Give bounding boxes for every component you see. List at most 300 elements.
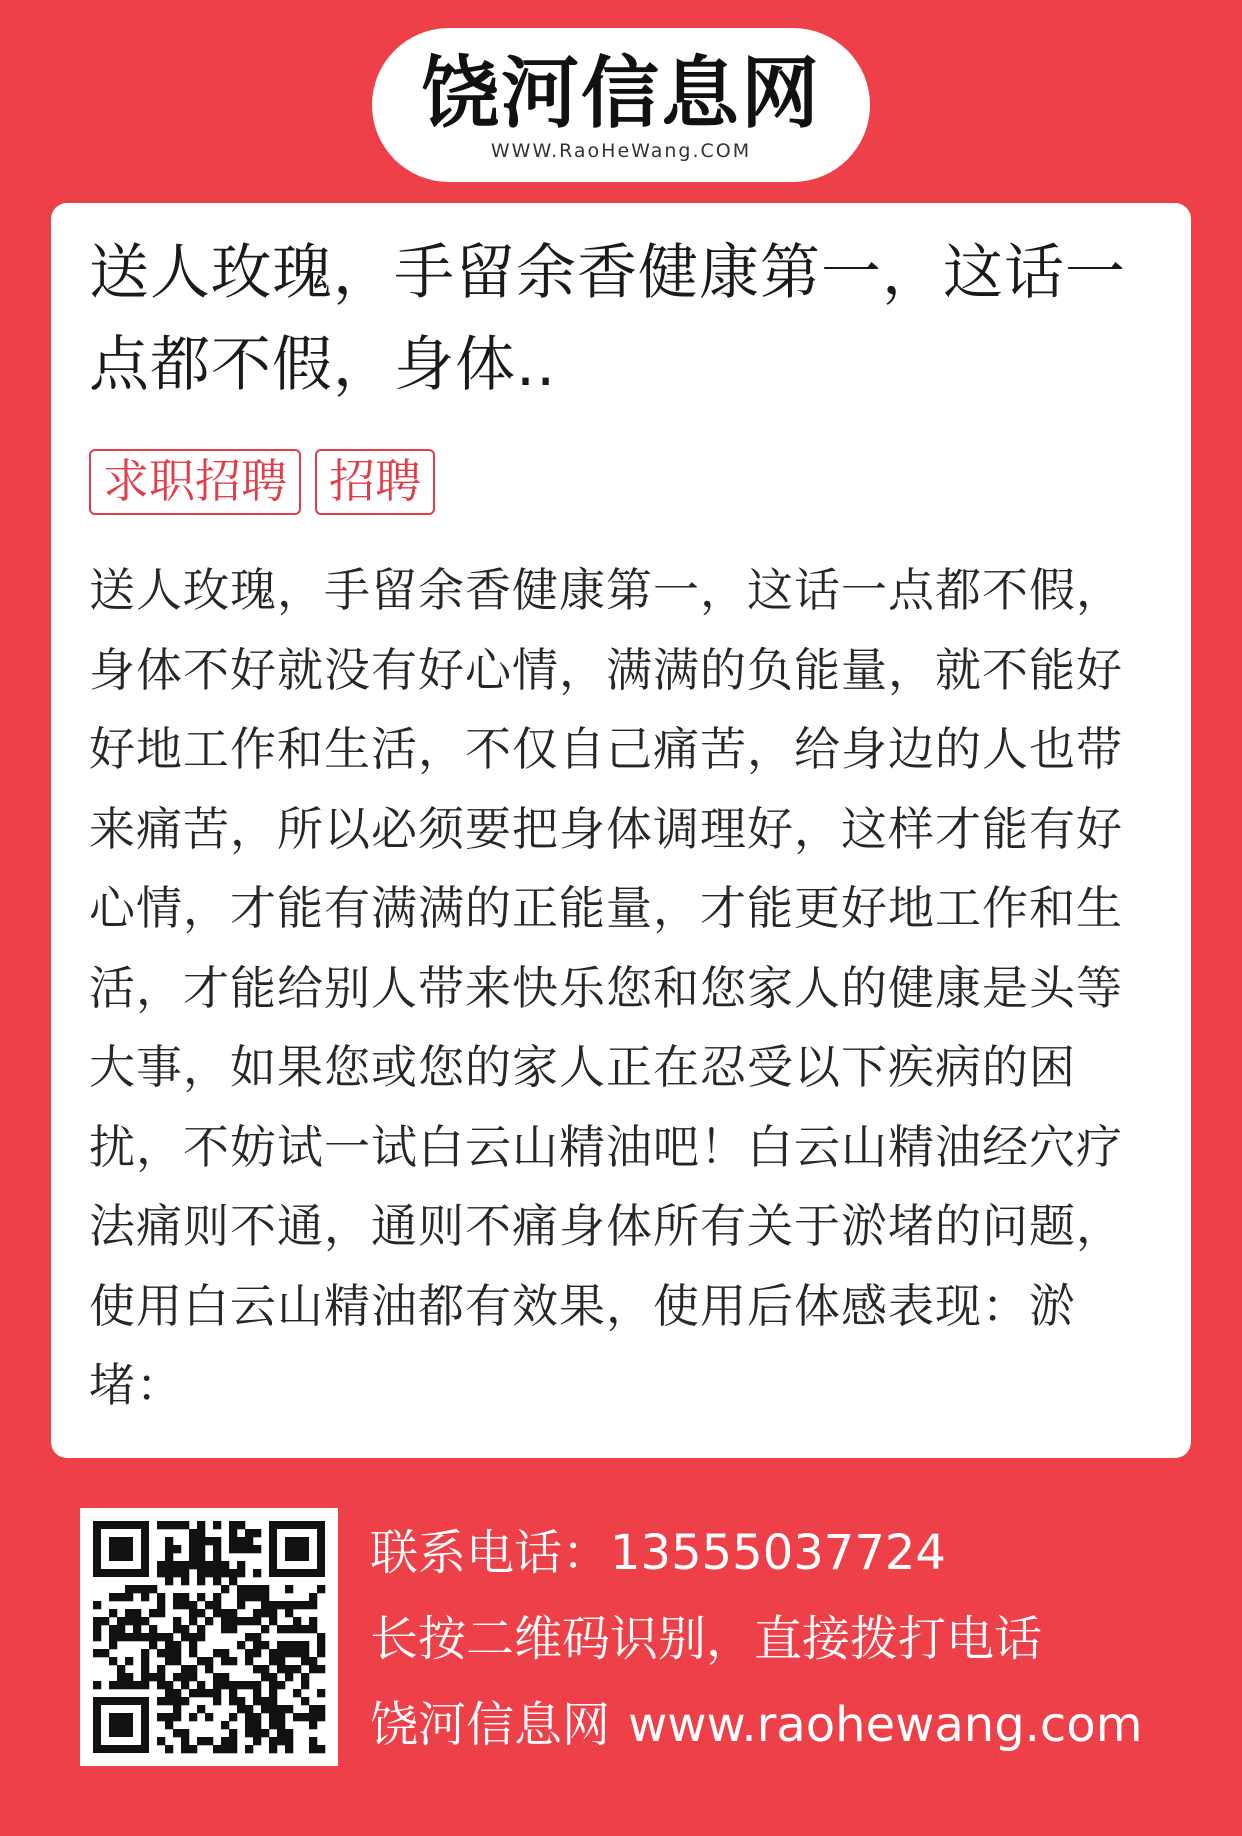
qr-module — [317, 1633, 325, 1641]
qr-module — [245, 1721, 253, 1729]
qr-module — [269, 1649, 277, 1657]
qr-module — [189, 1673, 197, 1681]
qr-module — [133, 1617, 141, 1625]
qr-module — [181, 1681, 189, 1689]
qr-module — [269, 1689, 277, 1697]
qr-module — [117, 1633, 125, 1641]
qr-module — [213, 1609, 221, 1617]
qr-module — [277, 1601, 285, 1609]
qr-module — [189, 1641, 197, 1649]
qr-module — [285, 1745, 293, 1753]
qr-module — [301, 1641, 309, 1649]
qr-module — [101, 1617, 109, 1625]
qr-module — [229, 1729, 237, 1737]
qr-module — [277, 1737, 285, 1745]
qr-module — [269, 1617, 277, 1625]
qr-module — [293, 1641, 301, 1649]
qr-module — [213, 1545, 221, 1553]
qr-module — [253, 1569, 261, 1577]
qr-module — [157, 1649, 165, 1657]
qr-module — [165, 1657, 173, 1665]
qr-module — [165, 1721, 173, 1729]
qr-module — [133, 1681, 141, 1689]
qr-module — [205, 1601, 213, 1609]
article-body: 送人玫瑰，手留余香健康第一，这话一点都不假，身体不好就没有好心情，满满的负能量，就不能好好地工作和生活，不仅自己痛苦，给身边的人也带来痛苦，所以必须要把身体调理好，这样才能有好心情，才能有满满的正能量，才能更好地工作和生活，才能给别人带来快乐您和您家人的健康是头等大事，如果您或您的家人正在忍受以下疾病的困扰，不妨试一试白云山精油吧！白云山精油经穴疗法痛则不通，通则不痛身体所有关于淤堵的问题，使用白云山精油都有效果，使用后体感表现：淤堵： — [89, 563, 1123, 1412]
qr-module — [165, 1569, 173, 1577]
phone-number[interactable]: 13555037724 — [610, 1525, 946, 1581]
qr-module — [197, 1737, 205, 1745]
qr-module — [165, 1633, 173, 1641]
qr-module — [181, 1633, 189, 1641]
qr-module — [181, 1665, 189, 1673]
qr-module — [261, 1705, 269, 1713]
qr-module — [141, 1633, 149, 1641]
qr-module — [229, 1697, 237, 1705]
qr-module — [293, 1601, 301, 1609]
qr-module — [173, 1649, 181, 1657]
qr-module — [149, 1673, 157, 1681]
qr-module — [277, 1729, 285, 1737]
qr-module — [149, 1609, 157, 1617]
qr-module — [93, 1601, 101, 1609]
qr-module — [125, 1633, 133, 1641]
logo-subtitle: WWW.RaoHeWang.COM — [490, 140, 752, 162]
qr-module — [205, 1569, 213, 1577]
qr-module — [229, 1657, 237, 1665]
qr-module — [109, 1593, 117, 1601]
qr-module — [245, 1657, 253, 1665]
qr-module — [245, 1529, 253, 1537]
qr-module — [237, 1561, 245, 1569]
qr-module — [277, 1665, 285, 1673]
qr-module — [133, 1633, 141, 1641]
qr-module — [165, 1537, 173, 1545]
qr-module — [173, 1625, 181, 1633]
qr-module — [125, 1673, 133, 1681]
qr-module — [309, 1737, 317, 1745]
qr-module — [165, 1561, 173, 1569]
qr-module — [141, 1665, 149, 1673]
qr-module — [117, 1681, 125, 1689]
qr-module — [189, 1689, 197, 1697]
qr-module — [165, 1577, 173, 1585]
qr-module — [197, 1705, 205, 1713]
qr-module — [165, 1521, 173, 1529]
qr-module — [261, 1641, 269, 1649]
qr-code[interactable] — [80, 1508, 338, 1766]
qr-module — [181, 1745, 189, 1753]
qr-module — [189, 1601, 197, 1609]
qr-module — [133, 1609, 141, 1617]
qr-module — [141, 1649, 149, 1657]
qr-module — [285, 1649, 293, 1657]
qr-module — [221, 1673, 229, 1681]
qr-module — [277, 1705, 285, 1713]
tag-list — [89, 449, 1155, 517]
qr-module — [197, 1689, 205, 1697]
qr-module — [229, 1681, 237, 1689]
qr-module — [109, 1641, 117, 1649]
qr-module — [309, 1721, 317, 1729]
qr-module — [117, 1593, 125, 1601]
qr-module — [237, 1681, 245, 1689]
qr-module — [269, 1705, 277, 1713]
qr-module — [237, 1521, 245, 1529]
qr-module — [317, 1713, 325, 1721]
qr-module — [189, 1537, 197, 1545]
qr-module — [317, 1745, 325, 1753]
qr-module — [229, 1617, 237, 1625]
qr-module — [173, 1729, 181, 1737]
qr-module — [181, 1625, 189, 1633]
qr-module — [165, 1713, 173, 1721]
qr-module — [317, 1649, 325, 1657]
qr-module — [109, 1609, 117, 1617]
qr-module — [229, 1625, 237, 1633]
qr-module — [197, 1657, 205, 1665]
qr-module — [157, 1673, 165, 1681]
qr-module — [245, 1705, 253, 1713]
qr-module — [253, 1529, 261, 1537]
qr-module — [157, 1561, 165, 1569]
qr-module — [293, 1665, 301, 1673]
qr-hint: 长按二维码识别，直接拨打电话 — [370, 1611, 1043, 1667]
qr-module — [317, 1641, 325, 1649]
qr-module — [293, 1689, 301, 1697]
qr-module — [197, 1609, 205, 1617]
qr-module — [253, 1641, 261, 1649]
qr-module — [173, 1689, 181, 1697]
logo-title: 饶河信息网 — [420, 49, 821, 139]
site-logo[interactable] — [372, 28, 870, 182]
qr-module — [101, 1649, 109, 1657]
qr-module — [301, 1657, 309, 1665]
qr-module — [237, 1569, 245, 1577]
qr-module — [165, 1681, 173, 1689]
qr-module — [181, 1729, 189, 1737]
qr-module — [173, 1569, 181, 1577]
qr-module — [165, 1697, 173, 1705]
qr-module — [285, 1705, 293, 1713]
qr-module — [229, 1609, 237, 1617]
qr-module — [189, 1649, 197, 1657]
qr-module — [133, 1585, 141, 1593]
qr-module — [157, 1593, 165, 1601]
qr-module — [237, 1617, 245, 1625]
qr-module — [149, 1641, 157, 1649]
qr-module — [197, 1577, 205, 1585]
qr-module — [213, 1673, 221, 1681]
qr-module — [93, 1681, 101, 1689]
qr-module — [141, 1673, 149, 1681]
qr-module — [205, 1737, 213, 1745]
qr-module — [189, 1713, 197, 1721]
qr-module — [253, 1681, 261, 1689]
qr-module — [213, 1689, 221, 1697]
qr-module — [197, 1553, 205, 1561]
qr-module — [157, 1713, 165, 1721]
qr-module — [165, 1545, 173, 1553]
qr-module — [213, 1601, 221, 1609]
qr-module — [157, 1521, 165, 1529]
qr-module — [173, 1697, 181, 1705]
qr-module — [253, 1617, 261, 1625]
qr-module — [229, 1569, 237, 1577]
qr-module — [181, 1697, 189, 1705]
qr-module — [277, 1657, 285, 1665]
qr-module — [269, 1609, 277, 1617]
qr-module — [277, 1641, 285, 1649]
qr-module — [229, 1545, 237, 1553]
qr-module — [261, 1609, 269, 1617]
qr-module — [197, 1529, 205, 1537]
qr-module — [141, 1657, 149, 1665]
qr-module — [277, 1625, 285, 1633]
qr-module — [285, 1641, 293, 1649]
qr-module — [269, 1745, 277, 1753]
qr-module — [157, 1681, 165, 1689]
qr-module — [285, 1665, 293, 1673]
qr-module — [165, 1553, 173, 1561]
qr-module — [197, 1521, 205, 1529]
qr-module — [221, 1745, 229, 1753]
qr-module — [221, 1657, 229, 1665]
qr-module — [237, 1593, 245, 1601]
qr-module — [261, 1665, 269, 1673]
qr-module — [205, 1689, 213, 1697]
qr-module — [173, 1641, 181, 1649]
qr-module — [253, 1737, 261, 1745]
qr-module — [125, 1593, 133, 1601]
qr-module — [197, 1681, 205, 1689]
qr-module — [109, 1657, 117, 1665]
qr-module — [245, 1729, 253, 1737]
qr-module — [261, 1673, 269, 1681]
qr-module — [229, 1537, 237, 1545]
qr-module — [309, 1593, 317, 1601]
qr-module — [157, 1665, 165, 1673]
qr-module — [229, 1689, 237, 1697]
qr-module — [229, 1521, 237, 1529]
qr-module — [229, 1577, 237, 1585]
qr-module — [213, 1745, 221, 1753]
qr-module — [181, 1593, 189, 1601]
qr-module — [221, 1721, 229, 1729]
tag-recruitment[interactable]: 招聘 — [315, 449, 435, 515]
qr-module — [205, 1657, 213, 1665]
qr-module — [293, 1617, 301, 1625]
qr-module — [309, 1601, 317, 1609]
qr-module — [189, 1545, 197, 1553]
qr-module — [189, 1561, 197, 1569]
qr-module — [213, 1593, 221, 1601]
qr-module — [181, 1577, 189, 1585]
qr-module — [221, 1681, 229, 1689]
qr-module — [277, 1649, 285, 1657]
qr-module — [245, 1681, 253, 1689]
qr-module — [285, 1625, 293, 1633]
qr-module — [181, 1601, 189, 1609]
qr-module — [197, 1561, 205, 1569]
qr-module — [309, 1625, 317, 1633]
qr-module — [309, 1665, 317, 1673]
qr-module — [261, 1729, 269, 1737]
qr-module — [213, 1649, 221, 1657]
qr-module — [317, 1665, 325, 1673]
qr-module — [189, 1617, 197, 1625]
qr-module — [301, 1601, 309, 1609]
qr-module — [141, 1681, 149, 1689]
qr-module — [237, 1537, 245, 1545]
qr-module — [309, 1617, 317, 1625]
qr-module — [197, 1569, 205, 1577]
phone-label: 联系电话： — [370, 1525, 611, 1581]
qr-module — [157, 1609, 165, 1617]
qr-module — [117, 1617, 125, 1625]
site-line[interactable] — [370, 1682, 1210, 1768]
qr-module — [237, 1601, 245, 1609]
qr-module — [157, 1633, 165, 1641]
qr-module — [221, 1617, 229, 1625]
qr-module — [109, 1633, 117, 1641]
qr-module — [181, 1561, 189, 1569]
qr-module — [253, 1697, 261, 1705]
qr-module — [165, 1641, 173, 1649]
qr-module — [253, 1633, 261, 1641]
qr-module — [93, 1625, 101, 1633]
qr-module — [237, 1697, 245, 1705]
qr-module — [269, 1713, 277, 1721]
qr-module — [197, 1633, 205, 1641]
qr-module — [221, 1569, 229, 1577]
qr-module — [109, 1681, 117, 1689]
qr-module — [261, 1593, 269, 1601]
qr-module — [253, 1713, 261, 1721]
qr-module — [277, 1681, 285, 1689]
tag-job-recruitment[interactable]: 求职招聘 — [89, 449, 301, 515]
qr-module — [157, 1601, 165, 1609]
qr-module — [149, 1633, 157, 1641]
qr-module — [125, 1681, 133, 1689]
qr-module — [245, 1745, 253, 1753]
qr-module — [125, 1657, 133, 1665]
qr-module — [301, 1697, 309, 1705]
qr-module — [109, 1625, 117, 1633]
qr-module — [237, 1705, 245, 1713]
qr-module — [125, 1617, 133, 1625]
qr-module — [141, 1617, 149, 1625]
qr-module — [301, 1681, 309, 1689]
qr-module — [317, 1689, 325, 1697]
qr-module — [213, 1537, 221, 1545]
site-name: 饶河信息网 — [370, 1697, 611, 1753]
qr-module — [205, 1713, 213, 1721]
qr-module — [173, 1521, 181, 1529]
qr-module — [277, 1713, 285, 1721]
qr-module — [221, 1609, 229, 1617]
qr-module — [229, 1713, 237, 1721]
qr-module — [205, 1665, 213, 1673]
qr-module — [197, 1625, 205, 1633]
qr-module — [245, 1633, 253, 1641]
qr-module — [117, 1673, 125, 1681]
qr-module — [213, 1697, 221, 1705]
qr-module — [221, 1625, 229, 1633]
qr-module — [125, 1585, 133, 1593]
qr-module — [285, 1737, 293, 1745]
qr-module — [181, 1673, 189, 1681]
qr-module — [301, 1625, 309, 1633]
qr-module — [189, 1665, 197, 1673]
qr-module — [285, 1729, 293, 1737]
qr-module — [221, 1561, 229, 1569]
qr-module — [229, 1737, 237, 1745]
qr-module — [317, 1585, 325, 1593]
qr-module — [245, 1617, 253, 1625]
phone-line[interactable] — [370, 1510, 1210, 1596]
qr-module — [213, 1681, 221, 1689]
qr-module — [157, 1697, 165, 1705]
qr-module — [189, 1633, 197, 1641]
qr-module — [165, 1689, 173, 1697]
qr-module — [173, 1561, 181, 1569]
qr-module — [253, 1609, 261, 1617]
qr-module — [309, 1713, 317, 1721]
qr-module — [269, 1601, 277, 1609]
qr-module — [149, 1585, 157, 1593]
qr-module — [165, 1649, 173, 1657]
qr-module — [269, 1681, 277, 1689]
qr-module — [181, 1737, 189, 1745]
article-card — [51, 203, 1191, 1458]
qr-module — [245, 1545, 253, 1553]
qr-module — [253, 1665, 261, 1673]
qr-module — [245, 1585, 253, 1593]
qr-module — [253, 1689, 261, 1697]
site-url[interactable]: www.raohewang.com — [628, 1697, 1143, 1753]
qr-module — [293, 1625, 301, 1633]
qr-module — [189, 1745, 197, 1753]
qr-module — [205, 1561, 213, 1569]
qr-module — [173, 1673, 181, 1681]
qr-module — [141, 1593, 149, 1601]
qr-module — [269, 1737, 277, 1745]
qr-module — [93, 1633, 101, 1641]
qr-module — [93, 1617, 101, 1625]
qr-module — [269, 1673, 277, 1681]
qr-module — [221, 1585, 229, 1593]
qr-module — [173, 1593, 181, 1601]
qr-module — [117, 1665, 125, 1673]
qr-module — [141, 1585, 149, 1593]
qr-module — [309, 1745, 317, 1753]
qr-module — [261, 1697, 269, 1705]
qr-module — [205, 1537, 213, 1545]
qr-module — [221, 1649, 229, 1657]
qr-module — [237, 1641, 245, 1649]
qr-module — [189, 1609, 197, 1617]
qr-module — [301, 1649, 309, 1657]
qr-module — [125, 1609, 133, 1617]
qr-module — [277, 1721, 285, 1729]
qr-module — [285, 1585, 293, 1593]
qr-module — [253, 1545, 261, 1553]
qr-module — [237, 1585, 245, 1593]
qr-module — [173, 1601, 181, 1609]
qr-module — [117, 1625, 125, 1633]
qr-module — [245, 1713, 253, 1721]
qr-module — [229, 1745, 237, 1753]
